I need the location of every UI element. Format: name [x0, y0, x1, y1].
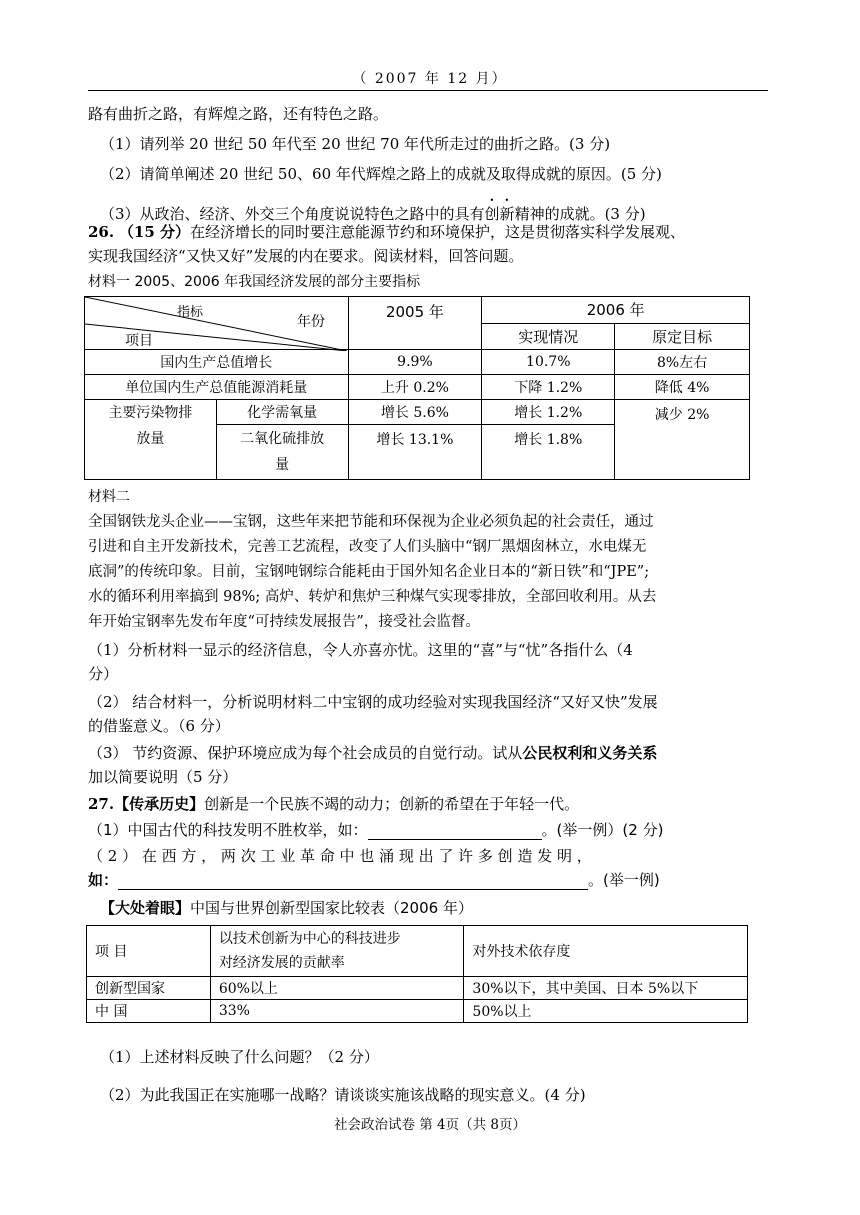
corner-label-item: 项目 — [125, 333, 153, 349]
answer-blank-1[interactable] — [368, 823, 542, 840]
row-energy-actual: 下降 1.2% — [482, 375, 615, 400]
row-china-name: 中 国 — [87, 1000, 211, 1023]
row-innovative-contribution: 60%以上 — [210, 977, 464, 1000]
q26-2-a: （2） 结合材料一，分析说明材料二中宝钢的成功经验对实现我国经济“又好又快”发展 — [88, 693, 658, 711]
q26-2-b: 的借鉴意义。（6 分） — [88, 717, 230, 735]
page-footer: 社会政治试卷 第 4页（共 8页） — [333, 1117, 527, 1133]
material-2-line-1: 全国钢铁龙头企业——宝钢，这些年来把节能和环保视为企业必须负起的社会责任，通过 — [88, 514, 654, 530]
q26-line-2: 实现我国经济“又快又好”发展的内在要求。阅读材料，回答问题。 — [88, 247, 524, 265]
row-cod-actual: 增长 1.2% — [482, 400, 615, 425]
col-2006: 2006 年 — [482, 297, 750, 324]
corner-label-indicator: 指标 — [177, 305, 204, 320]
row-energy-target: 降低 4% — [615, 375, 750, 400]
innovation-comparison-table — [86, 925, 748, 1023]
q27-3: （1）上述材料反映了什么问题？（2 分） — [100, 1048, 379, 1066]
q26-1-a: （1）分析材料一显示的经济信息，令人亦喜亦忧。这里的“喜”与“忧”各指什么（4 — [88, 641, 633, 659]
row-gdp-actual: 10.7% — [482, 350, 615, 375]
corner-cell — [85, 297, 349, 350]
col-2005: 2005 年 — [348, 297, 482, 350]
row-innovative-dependence: 30%以下，其中美国、日本 5%以下 — [464, 977, 748, 1000]
q26-1-b: 分） — [88, 665, 119, 683]
header-rule — [88, 90, 768, 91]
q25-1: （1）请列举 20 世纪 50 年代至 20 世纪 70 年代所走过的曲折之路。(3 分) — [100, 135, 611, 153]
row-energy-2005: 上升 0.2% — [348, 375, 482, 400]
row-so2-2005: 增长 13.1% — [348, 425, 482, 480]
so2-label-line-1: 二氧化硫排放 — [240, 431, 325, 447]
row-cod-2005: 增长 5.6% — [348, 400, 482, 425]
material-2-line-4: 水的循环利用率搞到 98%; 高炉、转炉和焦炉三种煤气实现零排放，全部回收利用。从去 — [88, 589, 657, 605]
row-gdp-target: 8%左右 — [615, 350, 750, 375]
corner-label-year: 年份 — [297, 314, 325, 330]
material-2-title: 材料二 — [88, 489, 130, 505]
col-target: 原定目标 — [615, 323, 750, 350]
row-gdp-label: 国内生产总值增长 — [85, 350, 349, 375]
material-2-line-3: 底洞”的传统印象。目前，宝钢吨钢综合能耗由于国外知名企业日本的“新日铁”和“JPE”; — [88, 564, 650, 580]
so2-label-line-2: 量 — [275, 457, 290, 473]
header-contribution-line-2: 对经济发展的贡献率 — [218, 955, 345, 971]
row-so2-label — [216, 425, 348, 480]
header-dependence: 对外技术依存度 — [464, 926, 748, 977]
row-gdp-2005: 9.9% — [348, 350, 482, 375]
row-energy-label: 单位国内生产总值能源消耗量 — [85, 375, 349, 400]
row-cod-label: 化学需氧量 — [216, 400, 348, 425]
header-contribution-line-1: 以技术创新为中心的科技进步 — [218, 931, 401, 947]
q26-3-b: 加以简要说明（5 分） — [88, 768, 238, 786]
indicator-table — [84, 296, 750, 480]
col-actual: 实现情况 — [482, 323, 615, 350]
intro-line: 路有曲折之路，有辉煌之路，还有特色之路。 — [88, 105, 389, 123]
q27-intro: 27.【传承历史】创新是一个民族不竭的动力；创新的希望在于年轻一代。 — [88, 795, 580, 813]
row-pollutant-target: 减少 2% — [615, 400, 750, 480]
q27-4: （2）为此我国正在实施哪一战略？请谈谈实施该战略的现实意义。(4 分) — [100, 1086, 586, 1104]
material-2-line-5: 年开始宝钢率先发布年度“可持续发展报告”，接受社会监督。 — [88, 614, 480, 630]
material-2-line-2: 引进和自主开发新技术，完善工艺流程，改变了人们头脑中“钢厂黑烟囱林立，水电煤无 — [88, 539, 647, 555]
q27-2-a: （ 2 ） 在 西 方 ， 两 次 工 业 革 命 中 也 涌 现 出 了 许 多 创 造 发 明 ， — [88, 847, 592, 865]
row-pollutant-label — [85, 400, 217, 480]
row-china-dependence: 50%以上 — [464, 1000, 748, 1023]
comparison-title: 【大处着眼】中国与世界创新型国家比较表（2006 年） — [100, 899, 473, 917]
exam-date-header: （ 2007 年 12 月） — [352, 71, 508, 87]
header-contribution — [210, 926, 464, 977]
row-innovative-name: 创新型国家 — [87, 977, 211, 1000]
q27-2-b: 如： 。(举一例) — [88, 871, 660, 889]
q25-3: （3）从政治、经济、外交三个角度说说特色之路中的具有创新精神的成就。(3 分) — [100, 205, 646, 223]
q25-2: （2）请简单阐述 20 世纪 50、60 年代辉煌之路上的成就及取得成就的原因。(5 分) — [100, 165, 662, 183]
material-1-title: 材料一 2005、2006 年我国经济发展的部分主要指标 — [88, 274, 421, 290]
answer-blank-2[interactable] — [118, 873, 588, 890]
pollutant-label-line-1: 主要污染物排 — [108, 405, 193, 421]
row-so2-actual: 增长 1.8% — [482, 425, 615, 480]
q26-3-a: （3） 节约资源、保护环境应成为每个社会成员的自觉行动。试从公民权利和义务关系 — [88, 744, 658, 762]
row-china-contribution: 33% — [210, 1000, 464, 1023]
q26-line-1: 26. （15 分）在经济增长的同时要注意能源节约和环境保护，这是贯彻落实科学发展观、 — [88, 223, 686, 241]
q27-1: （1）中国古代的科技发明不胜枚举，如： 。(举一例）(2 分) — [88, 821, 664, 839]
header-item: 项 目 — [87, 926, 211, 977]
pollutant-label-line-2: 放量 — [136, 431, 165, 447]
